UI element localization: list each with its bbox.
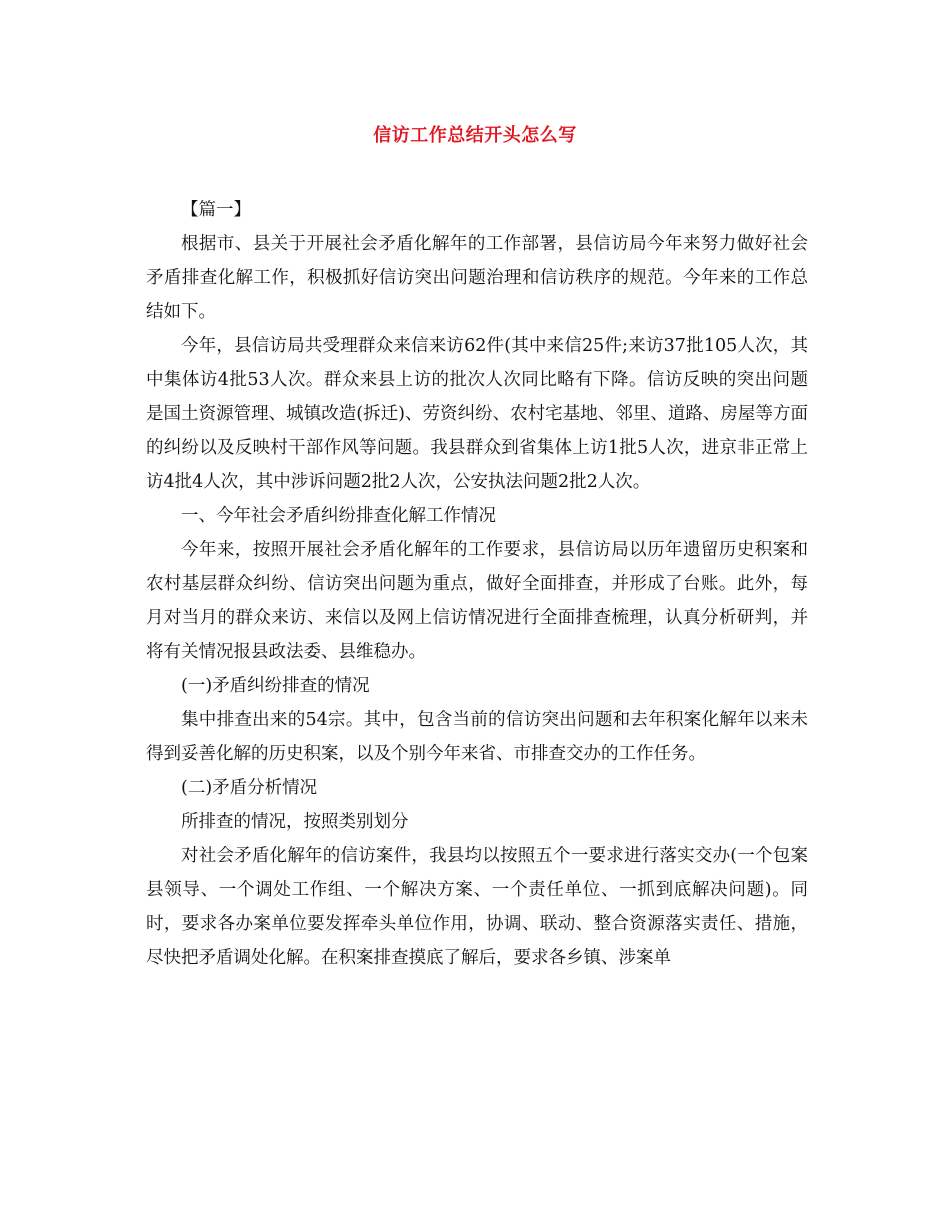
subsection-heading: (一)矛盾纠纷排查的情况 [181,676,370,696]
paragraph: 所排查的情况，按照类别划分 [181,812,409,832]
section-heading: 一、今年社会矛盾纠纷排查化解工作情况 [181,506,496,526]
document-title: 信访工作总结开头怎么写 [373,125,577,146]
section-heading: 【篇一】 [181,200,251,220]
paragraph: 对社会矛盾化解年的信访案件，我县均以按照五个一要求进行落实交办(一个包案县领导、一个调处工作组、一个解决方案、一个责任单位、一抓到底解决问题)。同时，要求各办案单位要发挥牵头单位作用，协调、联动、整合资源落实责任、措施，尽快把矛盾调处化解。在积案排查摸底了解后，要求各乡镇、涉案单 [146,846,808,968]
document-body [146,193,808,975]
paragraph: 根据市、县关于开展社会矛盾化解年的工作部署，县信访局今年来努力做好社会矛盾排查化解工作，积极抓好信访突出问题治理和信访秩序的规范。今年来的工作总结如下。 [146,234,808,322]
subsection-heading: (二)矛盾分析情况 [181,778,318,798]
paragraph: 今年，县信访局共受理群众来信来访62件(其中来信25件;来访37批105人次，其中集体访4批53人次。群众来县上访的批次人次同比略有下降。信访反映的突出问题是国土资源管理、城镇改造(拆迁)、劳资纠纷、农村宅基地、邻里、道路、房屋等方面的纠纷以及反映村干部作风等问题。我县群众到省集体上访1批5人次，进京非正常上访4批4人次，其中涉诉问题2批2人次，公安执法问题2批2人次。 [146,336,808,492]
paragraph: 集中排查出来的54宗。其中，包含当前的信访突出问题和去年积案化解年以来未得到妥善化解的历史积案，以及个别今年来省、市排查交办的工作任务。 [146,710,808,764]
paragraph: 今年来，按照开展社会矛盾化解年的工作要求，县信访局以历年遗留历史积案和农村基层群众纠纷、信访突出问题为重点，做好全面排查，并形成了台账。此外，每月对当月的群众来访、来信以及网上信访情况进行全面排查梳理，认真分析研判，并将有关情况报县政法委、县维稳办。 [146,540,808,662]
